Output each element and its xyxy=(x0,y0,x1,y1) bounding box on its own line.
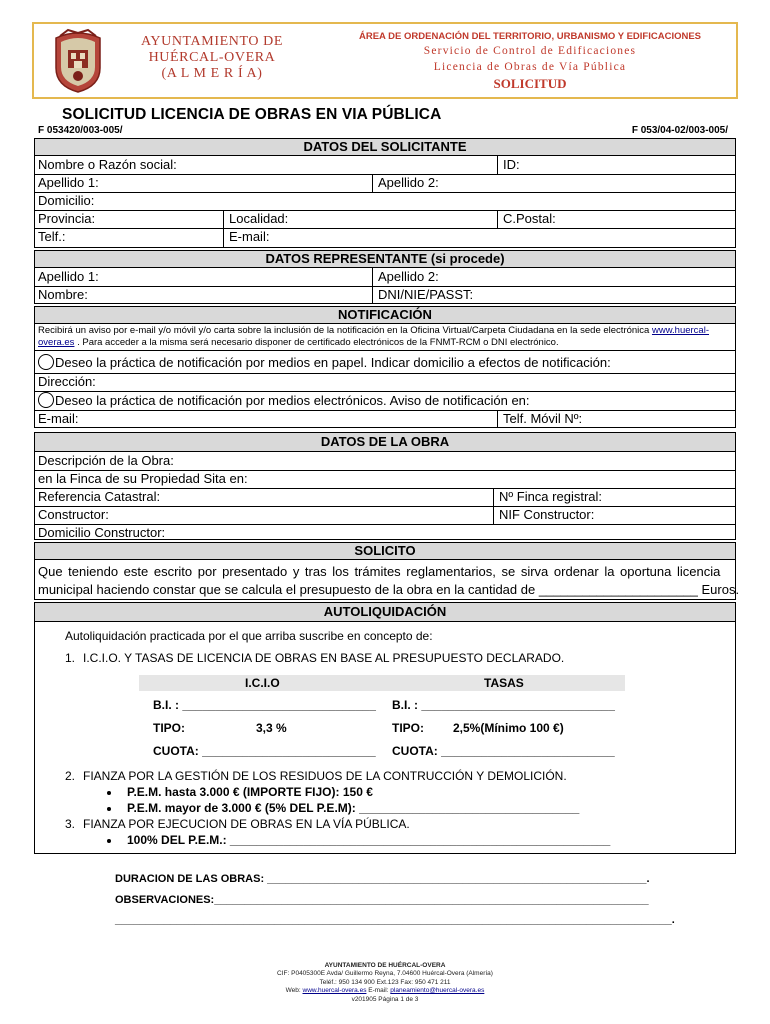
nombre-field[interactable]: Nombre o Razón social: xyxy=(38,157,177,172)
form-code-left: F 053420/003-005/ xyxy=(38,125,123,136)
solicitante-heading: DATOS DEL SOLICITANTE xyxy=(35,139,735,156)
row-direccion xyxy=(35,373,735,392)
refcat-field[interactable]: Referencia Catastral: xyxy=(38,489,161,504)
icio-tasas-header-bar xyxy=(139,675,625,691)
tipo-icio-value: 3,3 % xyxy=(256,721,287,735)
page-title: SOLICITUD LICENCIA DE OBRAS EN VIA PÚBLICA xyxy=(62,106,442,123)
row-domicilio xyxy=(35,192,735,211)
apellido2-field[interactable]: Apellido 2: xyxy=(378,175,439,190)
row-telf xyxy=(35,228,735,247)
obra-section xyxy=(34,432,736,540)
obra-heading: DATOS DE LA OBRA xyxy=(35,433,735,452)
observaciones-field[interactable]: OBSERVACIONES:_______________________________________________________________________ xyxy=(115,894,649,906)
solicito-heading: SOLICITO xyxy=(35,543,735,560)
town-line-2: HUÉRCAL-OVERA xyxy=(148,50,276,65)
footer-web-link[interactable]: www.huercal-overa.es xyxy=(302,987,367,995)
rep-apellido1-field[interactable]: Apellido 1: xyxy=(38,269,99,284)
rep-dni-field[interactable]: DNI/NIE/PASST: xyxy=(378,287,474,302)
item1-text: I.C.I.O. Y TASAS DE LICENCIA DE OBRAS EN BASE AL PRESUPUESTO DECLARADO. xyxy=(83,651,565,665)
telf-field[interactable]: Telf.: xyxy=(38,229,66,244)
row-rep-apellidos xyxy=(35,268,735,287)
row-notif-info xyxy=(35,324,735,351)
notificacion-info: Recibirá un aviso por e-mail y/o móvil y/o carta sobre la inclusión de la notificación en la Oficina Virtual/Carpeta Ciudadana en la sede electrónica www.huercal- overa.es . Para acceder a la misma será necesario disponer de certificado electrónicos de la FNMT-RCM o DNI electrónico. xyxy=(38,325,709,348)
coat-of-arms-logo xyxy=(50,28,106,94)
town-line-3: (A L M E R Í A) xyxy=(161,66,263,81)
solicito-line-2: municipal haciendo constar que se calcula el presupuesto de la obra en la cantidad de ______________________ Euros. xyxy=(38,582,740,597)
item1-number: 1. xyxy=(65,651,76,665)
row-refcat xyxy=(35,488,735,507)
item3-text: FIANZA POR EJECUCION DE OBRAS EN LA VÍA PÚBLICA. xyxy=(83,817,410,831)
nif-constructor-field[interactable]: NIF Constructor: xyxy=(499,507,595,522)
row-nombre xyxy=(35,156,735,175)
observaciones-line[interactable]: ___________________________________________________________________________________________. xyxy=(115,914,675,926)
representante-section xyxy=(34,250,736,304)
town-name xyxy=(112,34,312,82)
constructor-field[interactable]: Constructor: xyxy=(38,507,109,522)
solicito-section xyxy=(34,542,740,600)
solicito-line-1: Que teniendo este escrito por presentado y tras los trámites reglamentarios, se sirva ordenar la oportuna licencia xyxy=(38,564,721,579)
id-field[interactable]: ID: xyxy=(503,157,520,172)
item2-number: 2. xyxy=(65,769,76,783)
row-electronico xyxy=(35,391,735,411)
papel-label: Deseo la práctica de notificación por medios en papel. Indicar domicilio a efectos de notificación: xyxy=(55,355,611,370)
provincia-field[interactable]: Provincia: xyxy=(38,211,96,226)
row-finca xyxy=(35,470,735,489)
row-apellidos xyxy=(35,174,735,193)
bullet-icon xyxy=(107,791,111,795)
footer-contact: Web: www.huercal-overa.es E-mail: planeamiento@huercal-overa.es xyxy=(285,987,485,995)
row-rep-nombre xyxy=(35,286,735,304)
row-domicilio-constructor xyxy=(35,524,735,540)
town-line-1: AYUNTAMIENTO DE xyxy=(140,34,284,49)
rep-apellido2-field[interactable]: Apellido 2: xyxy=(378,269,439,284)
domicilio-field[interactable]: Domicilio: xyxy=(38,193,95,208)
movil-field[interactable]: Telf. Móvil Nº: xyxy=(503,411,583,426)
footer-address: CIF: P0405300E Avda/ Guillermo Reyna, 7.04600 Huércal-Overa (Almería) xyxy=(277,970,493,978)
service-name: Servicio de Control de Edificaciones xyxy=(423,45,637,57)
footer-title: AYUNTAMIENTO DE HUÉRCAL-OVERA xyxy=(324,962,446,969)
electronico-option[interactable] xyxy=(35,392,530,410)
cuota-icio-field[interactable]: CUOTA: __________________________ xyxy=(153,744,376,758)
item3-number: 3. xyxy=(65,817,76,831)
representante-heading: DATOS REPRESENTANTE (si procede) xyxy=(35,251,735,268)
autoliquidacion-heading: AUTOLIQUIDACIÓN xyxy=(35,603,735,622)
solicitante-section xyxy=(34,138,736,248)
row-papel xyxy=(35,353,735,374)
footer-phone: Teléf.: 950 134 900 Ext.123 Fax: 950 471 211 xyxy=(319,978,451,986)
solicito-text xyxy=(38,563,739,599)
papel-radio[interactable] xyxy=(38,354,54,370)
footer xyxy=(0,962,770,1004)
header-solicitud-label: SOLICITUD xyxy=(493,76,567,91)
row-constructor xyxy=(35,506,735,525)
tipo-tasas-label: TIPO: xyxy=(392,721,424,735)
row-provincia xyxy=(35,210,735,229)
row-notif-email xyxy=(35,410,735,428)
form-code-right: F 053/04-02/003-005/ xyxy=(631,125,728,136)
notif-email-field[interactable]: E-mail: xyxy=(38,411,79,426)
row-descripcion xyxy=(35,452,735,471)
cuota-tasas-field[interactable]: CUOTA: __________________________ xyxy=(392,744,615,758)
apellido1-field[interactable]: Apellido 1: xyxy=(38,175,99,190)
bi-icio-field[interactable]: B.I. : _____________________________ xyxy=(153,698,376,712)
tasas-heading: TASAS xyxy=(484,676,524,690)
localidad-field[interactable]: Localidad: xyxy=(229,211,289,226)
sede-link-cont[interactable]: overa.es xyxy=(38,337,75,348)
autoliq-intro: Autoliquidación practicada por el que arriba suscribe en concepto de: xyxy=(65,629,433,643)
notificacion-heading: NOTIFICACIÓN xyxy=(35,307,735,324)
item3-bullet-1[interactable]: 100% DEL P.E.M.: _________________________________________________________ xyxy=(127,833,611,847)
domicilio-constructor-field[interactable]: Domicilio Constructor: xyxy=(38,525,166,540)
notificacion-section xyxy=(34,306,736,428)
bullet-icon xyxy=(107,839,111,843)
footer-page: v201905 Página 1 de 3 xyxy=(351,995,419,1003)
papel-option[interactable] xyxy=(35,354,611,373)
descripcion-field[interactable]: Descripción de la Obra: xyxy=(38,453,174,468)
electronico-label: Deseo la práctica de notificación por medios electrónicos. Aviso de notificación en: xyxy=(55,393,530,408)
item2-bullet-1: P.E.M. hasta 3.000 € (IMPORTE FIJO): 150 € xyxy=(127,785,373,799)
email-field[interactable]: E-mail: xyxy=(229,229,270,244)
electronico-radio[interactable] xyxy=(38,392,54,408)
footer-mail-link[interactable]: planeamiento@huercal-overa.es xyxy=(390,987,485,995)
cpostal-field[interactable]: C.Postal: xyxy=(503,211,556,226)
direccion-field[interactable]: Dirección: xyxy=(38,374,96,389)
icio-heading: I.C.I.O xyxy=(245,676,280,690)
item2-bullet-2[interactable]: P.E.M. mayor de 3.000 € (5% DEL P.E.M): _________________________________ xyxy=(127,801,580,815)
tipo-tasas-value: 2,5%(Mínimo 100 €) xyxy=(453,721,564,735)
area-title: ÁREA DE ORDENACIÓN DEL TERRITORIO, URBANISMO Y EDIFICACIONES xyxy=(358,31,702,42)
duracion-field[interactable]: DURACION DE LAS OBRAS: ______________________________________________________________. xyxy=(115,873,650,885)
autoliquidacion-section xyxy=(34,602,736,854)
bullet-icon xyxy=(107,807,111,811)
sede-link[interactable]: www.huercal- xyxy=(651,325,709,336)
item2-text: FIANZA POR LA GESTIÓN DE LOS RESIDUOS DE LA CONTRUCCIÓN Y DEMOLICIÓN. xyxy=(83,769,567,783)
finca-field[interactable]: en la Finca de su Propiedad Sita en: xyxy=(38,471,248,486)
bi-tasas-field[interactable]: B.I. : _____________________________ xyxy=(392,698,615,712)
tipo-icio-label: TIPO: xyxy=(153,721,185,735)
service-subtitle: Licencia de Obras de Vía Pública xyxy=(433,61,627,73)
finca-registral-field[interactable]: Nº Finca registral: xyxy=(499,489,602,504)
rep-nombre-field[interactable]: Nombre: xyxy=(38,287,88,302)
